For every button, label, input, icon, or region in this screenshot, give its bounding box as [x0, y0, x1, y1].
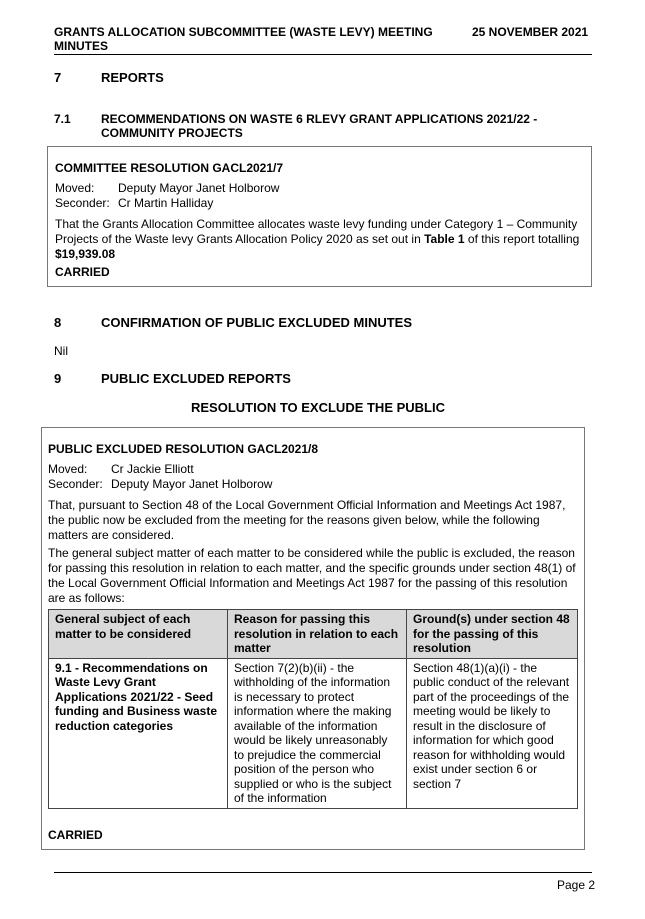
table-cell-grounds: Section 48(1)(a)(i) - the public conduct of the relevant part of the proceedings of the meeting would be likely to result in the disclosure of information for which good reason for withholding would exist under section 6 or section 7 [407, 658, 578, 808]
section-9-number: 9 [54, 371, 62, 386]
exclusion-grounds-table [48, 609, 578, 809]
seconder-row [55, 196, 213, 211]
moved-row [55, 181, 279, 196]
section-9-title: PUBLIC EXCLUDED REPORTS [101, 371, 291, 386]
committee-resolution-box [47, 146, 592, 287]
table-cell-reason: Section 7(2)(b)(ii) - the withholding of the information is necessary to protect information where the making available of the information would be likely unreasonably to prejudice the commercial position of the person who supplied or who is the subject of the information [228, 658, 407, 808]
seconder-label: Seconder: [55, 196, 110, 210]
footer-divider [54, 872, 592, 873]
header-divider [54, 54, 592, 55]
table-reference: Table 1 [424, 232, 465, 246]
table-header-subject: General subject of each matter to be considered [49, 610, 228, 659]
section-8-title: CONFIRMATION OF PUBLIC EXCLUDED MINUTES [101, 315, 413, 330]
item-7-1-title: RECOMMENDATIONS ON WASTE 6 RLEVY GRANT APPLICATIONS 2021/22 - COMMUNITY PROJECTS [101, 112, 538, 140]
page-number: Page 2 [557, 878, 596, 892]
body-text-middle: of this report totalling [467, 232, 580, 246]
section-8-body: Nil [54, 344, 68, 358]
seconder-value: Cr Martin Halliday [118, 196, 214, 210]
moved-label: Moved: [55, 181, 95, 195]
pe-moved-row [48, 462, 194, 477]
pe-moved-value: Cr Jackie Elliott [111, 462, 194, 476]
exclude-public-heading: RESOLUTION TO EXCLUDE THE PUBLIC [191, 400, 445, 415]
public-excluded-resolution-box [41, 427, 585, 850]
pe-moved-label: Moved: [48, 462, 88, 476]
carried-label: CARRIED [55, 265, 110, 279]
committee-resolution-body [55, 217, 585, 262]
pe-seconder-value: Deputy Mayor Janet Holborow [111, 477, 273, 491]
pe-carried-label: CARRIED [48, 828, 103, 842]
header-title: GRANTS ALLOCATION SUBCOMMITTEE (WASTE LEVY) MEETING MINUTES [54, 25, 433, 53]
section-7-title: REPORTS [101, 70, 164, 85]
table-header-grounds: Ground(s) under section 48 for the passing of this resolution [407, 610, 578, 659]
total-amount: $19,939.08 [55, 247, 116, 261]
public-excluded-heading: PUBLIC EXCLUDED RESOLUTION GACL2021/8 [48, 442, 319, 456]
section-8-number: 8 [54, 315, 62, 330]
section-7-number: 7 [54, 70, 62, 85]
header-date: 25 NOVEMBER 2021 [472, 25, 589, 39]
pe-seconder-label: Seconder: [48, 477, 103, 491]
committee-resolution-heading: COMMITTEE RESOLUTION GACL2021/7 [55, 161, 284, 175]
pe-paragraph-1: That, pursuant to Section 48 of the Local Government Official Information and Meetings Act 1987, the public now be excluded from the meeting for the reasons given below, while the following matters are considered. [48, 498, 566, 542]
body-text-start: That the Grants Allocation Committee allocates waste levy funding under Category 1 – Community Projects of the Waste levy Grants Allocation Policy 2020 as set out in [55, 217, 578, 246]
item-7-1-number: 7.1 [54, 112, 71, 126]
moved-value: Deputy Mayor Janet Holborow [118, 181, 280, 195]
table-row [49, 658, 578, 808]
pe-seconder-row [48, 477, 272, 492]
table-cell-subject: 9.1 - Recommendations on Waste Levy Grant Applications 2021/22 - Seed funding and Business waste reduction categories [49, 658, 228, 808]
table-header-reason: Reason for passing this resolution in relation to each matter [228, 610, 407, 659]
pe-paragraph-2: The general subject matter of each matter to be considered while the public is excluded, the reason for passing this resolution in relation to each matter, and the specific grounds under section 48(1) of the Local Government Official Information and Meetings Act 1987 for the passing of this resolution are as follows: [48, 546, 576, 605]
table-header-row [49, 610, 578, 659]
